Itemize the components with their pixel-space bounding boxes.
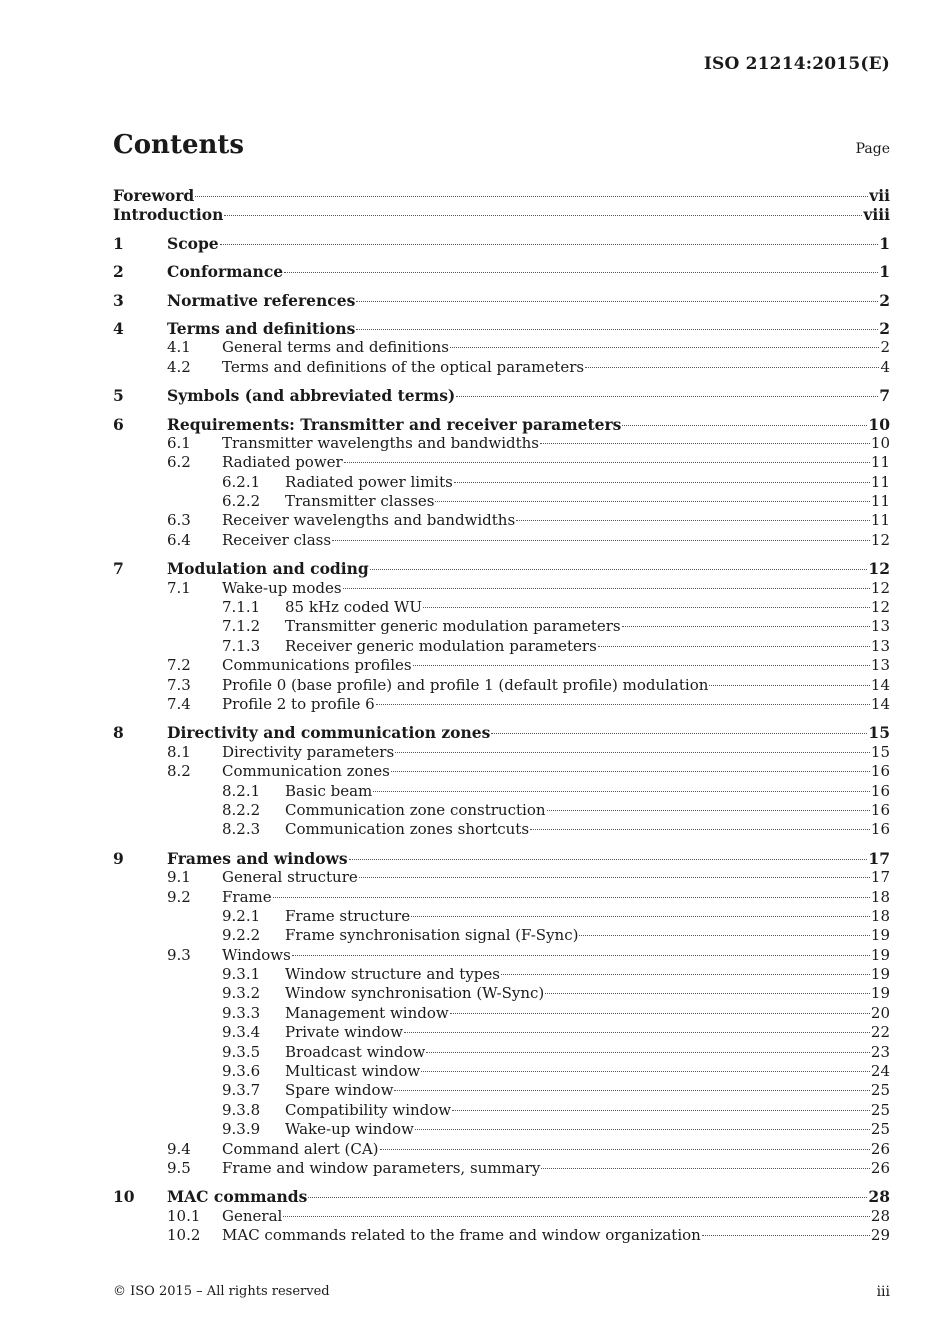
- toc-dot-leader: [541, 1168, 870, 1169]
- toc-dot-leader: [452, 1110, 870, 1111]
- toc-entry-title: Radiated power: [222, 453, 343, 472]
- toc-dot-leader: [359, 877, 870, 878]
- toc-entry[interactable]: [113, 1004, 890, 1023]
- toc-dot-leader: [516, 520, 870, 521]
- toc-entry[interactable]: [113, 888, 890, 907]
- toc-entry-page: 29: [870, 1226, 890, 1245]
- toc-entry-number: 8.2.2: [222, 800, 261, 819]
- toc-entry[interactable]: [113, 656, 890, 675]
- toc-entry-page: viii: [863, 205, 890, 225]
- toc-entry-page: 11: [870, 453, 890, 472]
- toc-entry-number: 6.2.1: [222, 472, 261, 491]
- toc-dot-leader: [454, 482, 870, 483]
- toc-entry[interactable]: [113, 1187, 890, 1206]
- toc-entry-number: 7.3: [167, 675, 191, 694]
- toc-entry-page: 25: [870, 1120, 890, 1139]
- toc-entry-title: Private window: [285, 1023, 403, 1042]
- toc-dot-leader: [395, 752, 870, 753]
- toc-entry-page: 14: [870, 694, 890, 713]
- toc-entry-number: 10.2: [167, 1226, 201, 1245]
- toc-entry-title: Receiver wavelengths and bandwidths: [222, 511, 516, 530]
- toc-entry-title: Compatibility window: [285, 1100, 452, 1119]
- toc-entry-title: General terms and definitions: [222, 338, 449, 357]
- toc-entry[interactable]: [113, 637, 890, 656]
- toc-dot-leader: [284, 272, 878, 273]
- toc-entry-number: 7.1.3: [222, 636, 261, 655]
- toc-entry[interactable]: [113, 473, 890, 492]
- toc-entry-title: Basic beam: [285, 781, 373, 800]
- toc-entry-number: 9.3.5: [222, 1042, 261, 1061]
- toc-entry-page: 10: [870, 433, 890, 452]
- toc-entry[interactable]: [113, 415, 890, 434]
- toc-entry-title: Frame synchronisation signal (F-Sync): [285, 926, 579, 945]
- toc-entry-number: 1: [113, 233, 124, 253]
- toc-entry-title: Normative references: [167, 290, 356, 310]
- toc-entry-page: 18: [870, 906, 890, 925]
- toc-entry-page: 13: [870, 636, 890, 655]
- toc-entry-page: 16: [870, 762, 890, 781]
- toc-entry-title: MAC commands: [167, 1187, 308, 1207]
- table-of-contents: [113, 186, 890, 1246]
- toc-dot-leader: [702, 1235, 870, 1236]
- toc-entry-page: 28: [868, 1187, 890, 1207]
- toc-entry-page: 14: [870, 675, 890, 694]
- toc-dot-leader: [709, 685, 870, 686]
- toc-entry-title: General structure: [222, 868, 358, 887]
- toc-entry-title: Window structure and types: [285, 965, 500, 984]
- toc-dot-leader: [415, 1129, 870, 1130]
- toc-entry-title: Spare window: [285, 1081, 394, 1100]
- toc-entry-title: Introduction: [113, 205, 224, 225]
- toc-entry-title: Profile 2 to profile 6: [222, 694, 375, 713]
- toc-entry-title: Transmitter generic modulation parameters: [285, 617, 621, 636]
- toc-entry-title: Terms and definitions: [167, 318, 356, 338]
- toc-dot-leader: [585, 367, 879, 368]
- toc-entry[interactable]: [113, 453, 890, 472]
- toc-entry[interactable]: [113, 723, 890, 742]
- toc-entry-page: 17: [870, 868, 890, 887]
- toc-entry[interactable]: [113, 762, 890, 781]
- toc-entry-number: 3: [113, 290, 124, 310]
- toc-entry-page: 13: [870, 617, 890, 636]
- toc-dot-leader: [273, 897, 870, 898]
- toc-entry-page: 1: [879, 233, 890, 253]
- toc-entry-number: 6.3: [167, 511, 191, 530]
- toc-entry-number: 9.3.9: [222, 1120, 261, 1139]
- toc-entry-title: 85 kHz coded WU: [285, 598, 423, 617]
- toc-entry[interactable]: [113, 1159, 890, 1178]
- toc-entry-number: 7: [113, 559, 124, 579]
- toc-entry-number: 9.3.1: [222, 965, 261, 984]
- toc-entry[interactable]: [113, 338, 890, 357]
- toc-entry[interactable]: [113, 1226, 890, 1245]
- toc-entry-title: Frame and window parameters, summary: [222, 1158, 541, 1177]
- toc-entry-title: Communication zones shortcuts: [285, 820, 530, 839]
- document-id: ISO 21214:2015(E): [703, 54, 890, 74]
- toc-entry[interactable]: [113, 511, 890, 530]
- toc-entry-page: 24: [870, 1062, 890, 1081]
- toc-entry-page: 16: [870, 820, 890, 839]
- toc-entry[interactable]: [113, 926, 890, 945]
- toc-entry-title: Command alert (CA): [222, 1139, 379, 1158]
- toc-entry[interactable]: [113, 234, 890, 253]
- toc-entry[interactable]: [113, 946, 890, 965]
- toc-entry-title: Directivity parameters: [222, 742, 395, 761]
- toc-entry-number: 10: [113, 1187, 135, 1207]
- toc-entry[interactable]: [113, 1207, 890, 1226]
- toc-dot-leader: [404, 1032, 870, 1033]
- copyright-notice: © ISO 2015 – All rights reserved: [113, 1284, 330, 1299]
- toc-entry-title: Foreword: [113, 186, 195, 205]
- toc-entry-page: 19: [870, 945, 890, 964]
- toc-entry[interactable]: [113, 743, 890, 762]
- toc-entry[interactable]: [113, 965, 890, 984]
- toc-entry-page: 16: [870, 781, 890, 800]
- toc-dot-leader: [376, 704, 870, 705]
- toc-entry[interactable]: [113, 1120, 890, 1139]
- toc-entry-title: Symbols (and abbreviated terms): [167, 386, 456, 406]
- toc-entry-title: Radiated power limits: [285, 472, 453, 491]
- toc-entry-page: 20: [870, 1003, 890, 1022]
- toc-entry-number: 7.1.2: [222, 617, 261, 636]
- toc-entry-number: 9.3.4: [222, 1023, 261, 1042]
- toc-entry-page: 22: [870, 1023, 890, 1042]
- toc-entry-number: 6.1: [167, 433, 191, 452]
- toc-dot-leader: [501, 974, 870, 975]
- toc-entry-number: 5: [113, 386, 124, 406]
- toc-entry-page: 2: [879, 290, 890, 310]
- toc-entry-number: 7.2: [167, 656, 191, 675]
- toc-dot-leader: [343, 588, 870, 589]
- toc-entry[interactable]: [113, 319, 890, 338]
- toc-dot-leader: [491, 733, 867, 734]
- toc-entry[interactable]: [113, 579, 890, 598]
- toc-entry-page: 19: [870, 984, 890, 1003]
- toc-entry-number: 8.1: [167, 742, 191, 761]
- toc-entry-page: 1: [879, 262, 890, 282]
- page-column-label: Page: [855, 141, 890, 157]
- toc-entry-number: 9: [113, 848, 124, 868]
- toc-dot-leader: [391, 771, 870, 772]
- toc-entry[interactable]: [113, 868, 890, 887]
- toc-entry[interactable]: [113, 695, 890, 714]
- toc-dot-leader: [450, 1013, 870, 1014]
- toc-entry[interactable]: [113, 820, 890, 839]
- toc-entry-number: 9.2: [167, 887, 191, 906]
- toc-entry-page: 26: [870, 1139, 890, 1158]
- toc-entry-number: 6.4: [167, 530, 191, 549]
- toc-entry-title: Profile 0 (base profile) and profile 1 (default profile) modulation: [222, 675, 709, 694]
- toc-dot-leader: [373, 791, 870, 792]
- toc-dot-leader: [380, 1149, 870, 1150]
- toc-dot-leader: [283, 1216, 870, 1217]
- toc-entry-title: Wake-up window: [285, 1120, 414, 1139]
- toc-entry[interactable]: [113, 262, 890, 281]
- toc-entry-number: 7.1: [167, 578, 191, 597]
- toc-entry-page: 19: [870, 965, 890, 984]
- toc-dot-leader: [426, 1052, 870, 1053]
- toc-dot-leader: [450, 347, 879, 348]
- toc-entry-title: Requirements: Transmitter and receiver parameters: [167, 414, 622, 434]
- toc-entry-page: 11: [870, 472, 890, 491]
- toc-entry-page: 16: [870, 800, 890, 819]
- toc-entry-number: 9.3: [167, 945, 191, 964]
- toc-entry-page: 28: [870, 1206, 890, 1225]
- toc-entry-page: 2: [879, 318, 890, 338]
- toc-entry-title: Communication zones: [222, 762, 390, 781]
- toc-entry-page: 25: [870, 1100, 890, 1119]
- toc-entry[interactable]: [113, 186, 890, 205]
- toc-entry-number: 9.3.6: [222, 1062, 261, 1081]
- toc-entry[interactable]: [113, 1081, 890, 1100]
- toc-entry[interactable]: [113, 1062, 890, 1081]
- toc-entry[interactable]: [113, 907, 890, 926]
- page-footer: [113, 1284, 890, 1300]
- toc-dot-leader: [421, 1071, 870, 1072]
- toc-entry[interactable]: [113, 492, 890, 511]
- toc-entry-number: 4.1: [167, 338, 191, 357]
- toc-entry-page: 7: [879, 386, 890, 406]
- toc-entry-number: 9.3.8: [222, 1100, 261, 1119]
- toc-entry-number: 8.2.3: [222, 820, 261, 839]
- toc-entry-page: 12: [870, 578, 890, 597]
- toc-entry-page: 12: [870, 598, 890, 617]
- toc-entry-number: 4.2: [167, 357, 191, 376]
- toc-dot-leader: [435, 501, 869, 502]
- toc-entry-page: 18: [870, 887, 890, 906]
- toc-entry-title: Frames and windows: [167, 848, 348, 868]
- toc-entry-number: 2: [113, 262, 124, 282]
- toc-entry-title: Wake-up modes: [222, 578, 342, 597]
- toc-entry-title: Windows: [222, 945, 291, 964]
- toc-entry-page: 23: [870, 1042, 890, 1061]
- toc-entry-number: 9.1: [167, 868, 191, 887]
- toc-entry[interactable]: [113, 984, 890, 1003]
- toc-entry-page: vii: [869, 186, 890, 205]
- toc-entry-title: Management window: [285, 1003, 449, 1022]
- toc-dot-leader: [195, 196, 868, 197]
- toc-entry-page: 15: [868, 723, 890, 743]
- toc-entry-page: 13: [870, 656, 890, 675]
- toc-dot-leader: [224, 215, 862, 216]
- toc-entry-page: 15: [870, 742, 890, 761]
- toc-dot-leader: [456, 396, 878, 397]
- toc-entry-title: Directivity and communication zones: [167, 723, 491, 743]
- toc-entry-title: Transmitter wavelengths and bandwidths: [222, 433, 539, 452]
- toc-entry-page: 25: [870, 1081, 890, 1100]
- toc-dot-leader: [622, 626, 870, 627]
- toc-entry-number: 9.4: [167, 1139, 191, 1158]
- toc-dot-leader: [530, 829, 870, 830]
- page-number: iii: [876, 1284, 890, 1300]
- toc-entry-number: 7.4: [167, 694, 191, 713]
- toc-entry-number: 6.2: [167, 453, 191, 472]
- toc-entry-page: 12: [870, 530, 890, 549]
- toc-dot-leader: [292, 955, 870, 956]
- toc-entry-title: Communication zone construction: [285, 800, 546, 819]
- toc-entry-page: 12: [868, 559, 890, 579]
- toc-entry-number: 9.5: [167, 1158, 191, 1177]
- toc-entry-title: Multicast window: [285, 1062, 421, 1081]
- toc-dot-leader: [540, 443, 870, 444]
- toc-dot-leader: [622, 425, 867, 426]
- toc-entry-title: Transmitter classes: [285, 492, 435, 511]
- toc-dot-leader: [547, 810, 870, 811]
- toc-entry-page: 4: [880, 357, 890, 376]
- toc-entry-page: 26: [870, 1158, 890, 1177]
- toc-entry-title: Frame structure: [285, 906, 411, 925]
- toc-dot-leader: [411, 916, 870, 917]
- toc-entry-title: Conformance: [167, 262, 284, 282]
- toc-entry-title: Receiver class: [222, 530, 332, 549]
- toc-entry[interactable]: [113, 782, 890, 801]
- toc-entry[interactable]: [113, 617, 890, 636]
- toc-entry-number: 9.3.2: [222, 984, 261, 1003]
- toc-entry-number: 7.1.1: [222, 598, 261, 617]
- toc-entry-number: 10.1: [167, 1206, 201, 1225]
- toc-entry[interactable]: [113, 1140, 890, 1159]
- toc-dot-leader: [545, 993, 870, 994]
- toc-entry-page: 19: [870, 926, 890, 945]
- toc-entry[interactable]: [113, 598, 890, 617]
- toc-entry[interactable]: [113, 531, 890, 550]
- contents-heading-row: [113, 130, 890, 160]
- toc-entry[interactable]: [113, 1023, 890, 1042]
- toc-dot-leader: [332, 540, 870, 541]
- toc-dot-leader: [220, 244, 879, 245]
- toc-entry-number: 9.2.2: [222, 926, 261, 945]
- toc-entry[interactable]: [113, 358, 890, 377]
- toc-dot-leader: [349, 859, 868, 860]
- toc-entry-number: 9.2.1: [222, 906, 261, 925]
- toc-entry-number: 6.2.2: [222, 492, 261, 511]
- toc-dot-leader: [413, 665, 870, 666]
- toc-dot-leader: [394, 1090, 870, 1091]
- toc-entry-page: 11: [870, 492, 890, 511]
- toc-entry-number: 8: [113, 723, 124, 743]
- toc-entry-number: 4: [113, 318, 124, 338]
- toc-entry-title: Frame: [222, 887, 272, 906]
- toc-entry[interactable]: [113, 291, 890, 310]
- toc-entry[interactable]: [113, 1101, 890, 1120]
- toc-entry-title: General: [222, 1206, 283, 1225]
- toc-dot-leader: [370, 569, 868, 570]
- toc-entry[interactable]: [113, 1043, 890, 1062]
- toc-entry-number: 8.2: [167, 762, 191, 781]
- toc-entry-title: Terms and definitions of the optical parameters: [222, 357, 585, 376]
- toc-entry-page: 2: [880, 338, 890, 357]
- page-title: Contents: [113, 130, 245, 160]
- toc-entry-title: Scope: [167, 233, 219, 253]
- toc-entry-number: 9.3.7: [222, 1081, 261, 1100]
- toc-dot-leader: [579, 935, 869, 936]
- toc-entry-title: Modulation and coding: [167, 559, 369, 579]
- toc-entry[interactable]: [113, 801, 890, 820]
- toc-entry-title: Communications profiles: [222, 656, 412, 675]
- toc-entry[interactable]: [113, 559, 890, 578]
- toc-dot-leader: [344, 462, 870, 463]
- toc-entry-title: Receiver generic modulation parameters: [285, 636, 597, 655]
- toc-dot-leader: [308, 1197, 867, 1198]
- toc-entry[interactable]: [113, 386, 890, 405]
- toc-entry[interactable]: [113, 205, 890, 224]
- toc-dot-leader: [598, 646, 870, 647]
- toc-entry-title: Window synchronisation (W-Sync): [285, 984, 545, 1003]
- toc-entry-number: 6: [113, 414, 124, 434]
- toc-entry-number: 9.3.3: [222, 1003, 261, 1022]
- toc-entry-title: MAC commands related to the frame and window organization: [222, 1226, 701, 1245]
- toc-entry-number: 8.2.1: [222, 781, 261, 800]
- toc-dot-leader: [423, 607, 870, 608]
- toc-entry-page: 10: [868, 414, 890, 434]
- toc-entry[interactable]: [113, 676, 890, 695]
- toc-entry[interactable]: [113, 434, 890, 453]
- toc-entry-page: 17: [868, 848, 890, 868]
- toc-entry-page: 11: [870, 511, 890, 530]
- toc-entry-title: Broadcast window: [285, 1042, 426, 1061]
- toc-entry[interactable]: [113, 849, 890, 868]
- toc-dot-leader: [356, 301, 878, 302]
- toc-dot-leader: [356, 329, 878, 330]
